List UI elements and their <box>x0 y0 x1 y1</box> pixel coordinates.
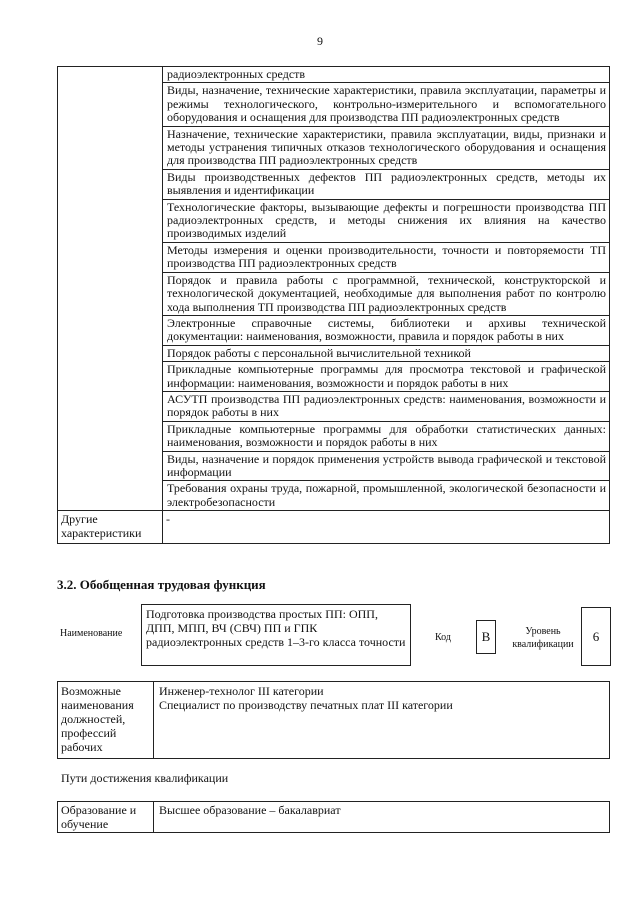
qualification-level-label: Уровень квалификации <box>512 626 574 650</box>
position-item: Специалист по производству печатных плат III категории <box>159 698 453 712</box>
knowledge-item: Методы измерения и оценки производительности, точности и повторяемости ТП производства ПП радиоэлектронных средств <box>163 242 610 272</box>
labor-function-name: Подготовка производства простых ПП: ОПП, ДПП, МПП, ВЧ (СВЧ) ПП и ГПК радиоэлектронных средств 1–3-го класса точности <box>141 604 411 666</box>
knowledge-item: Назначение, технические характеристики, правила эксплуатации, виды, признаки и методы устранения типичных отказов технологического оборудования и оснащения для производства ПП радиоэлектронных средств <box>163 126 610 169</box>
knowledge-item: Прикладные компьютерные программы для просмотра текстовой и графической информации: наименования, возможности и порядок работы в них <box>163 362 610 392</box>
education-value: Высшее образование – бакалавриат <box>154 802 610 833</box>
knowledge-item: Требования охраны труда, пожарной, промышленной, экологической безопасности и электробезопасности <box>163 481 610 511</box>
page-number: 9 <box>317 34 323 48</box>
labor-function-name-label: Наименование <box>60 628 123 639</box>
other-characteristics-label: Другие характеристики <box>58 511 163 544</box>
code-value: B <box>476 620 496 654</box>
knowledge-item: Технологические факторы, вызывающие дефекты и погрешности производства ПП радиоэлектронных средств, и методы снижения их влияния на качество производимых изделий <box>163 199 610 242</box>
positions-table <box>57 681 610 759</box>
position-item: Инженер-технолог III категории <box>159 684 324 698</box>
positions-label: Возможные наименования должностей, профессий рабочих <box>58 682 154 759</box>
education-table <box>57 801 610 833</box>
education-label: Образование и обучение <box>58 802 154 833</box>
knowledge-table <box>57 66 610 544</box>
knowledge-item: АСУТП производства ПП радиоэлектронных средств: наименования, возможности и порядок работы в них <box>163 391 610 421</box>
knowledge-item: Виды, назначение и порядок применения устройств вывода графической и текстовой информации <box>163 451 610 481</box>
knowledge-label-cell <box>58 67 163 511</box>
section-title: 3.2. Обобщенная трудовая функция <box>57 577 266 592</box>
knowledge-item: Порядок работы с персональной вычислительной техникой <box>163 345 610 361</box>
code-label: Код <box>435 632 451 643</box>
knowledge-item: Виды производственных дефектов ПП радиоэлектронных средств, методы их выявления и идентификации <box>163 169 610 199</box>
knowledge-item: Электронные справочные системы, библиотеки и архивы технической документации: наименования, возможности, правила и порядок работы в них <box>163 315 610 345</box>
knowledge-item: радиоэлектронных средств <box>163 67 610 83</box>
other-characteristics-value: - <box>163 511 610 544</box>
qualification-level-value: 6 <box>581 607 611 666</box>
knowledge-item: Порядок и правила работы с программной, технической, конструкторской и технологической документацией, необходимые для выполнения работ по контролю хода выполнения ТП производства ПП радиоэлектронных средств <box>163 272 610 315</box>
knowledge-item: Прикладные компьютерные программы для обработки статистических данных: наименования, возможности и порядок работы в них <box>163 421 610 451</box>
knowledge-item: Виды, назначение, технические характеристики, правила эксплуатации, параметры и режимы технологического, контрольно-измерительного и вспомогательного оборудования и оснащения для производства ПП радиоэлектронных средств <box>163 83 610 126</box>
positions-list <box>154 682 610 759</box>
paths-title: Пути достижения квалификации <box>61 771 229 785</box>
